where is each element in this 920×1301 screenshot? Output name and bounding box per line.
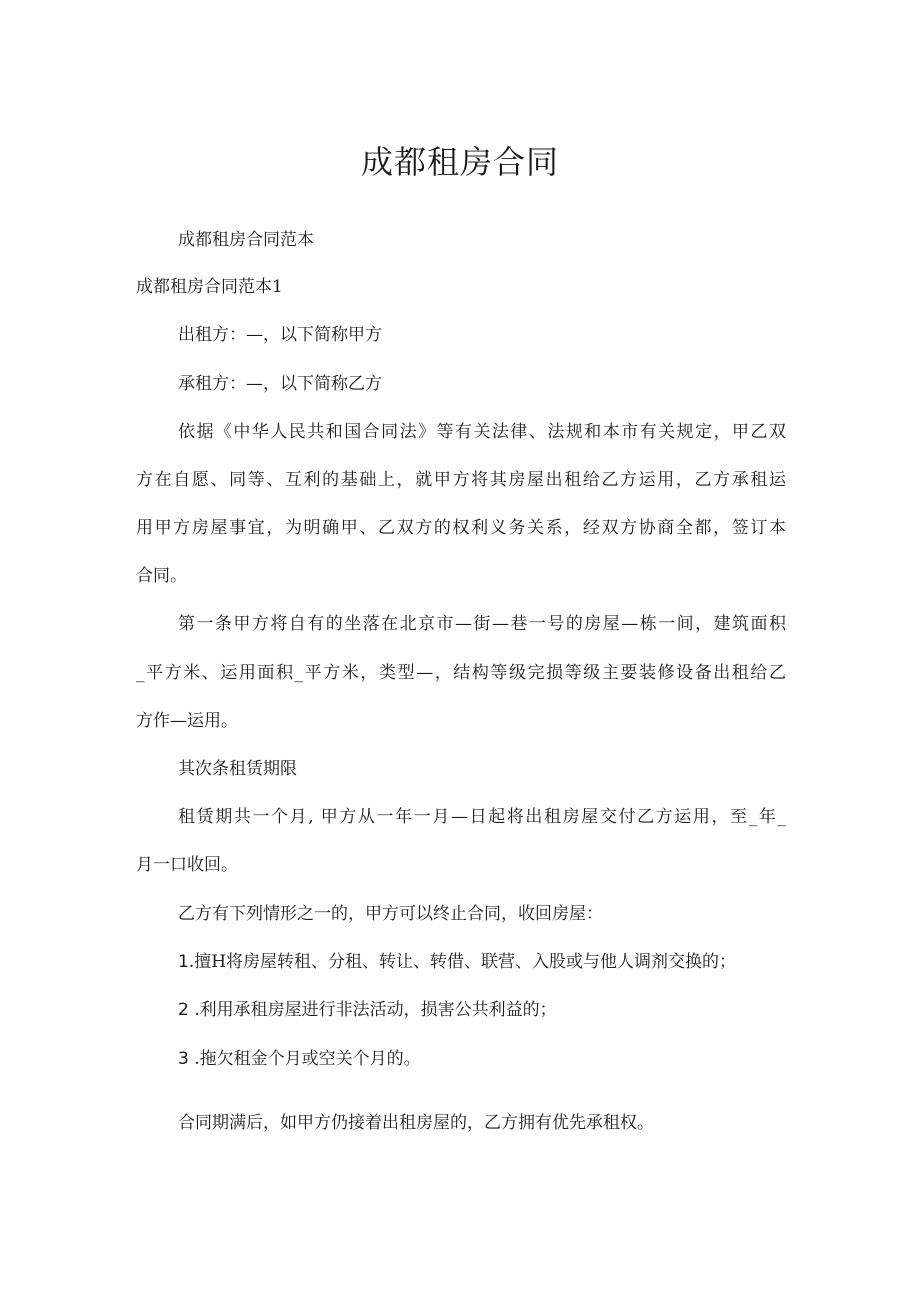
term-item: [178, 998, 557, 1022]
lessor-line: 出租方：—，以下简称甲方: [178, 325, 382, 345]
article1-line: 第一条甲方将自有的坐落在北京市—街—巷一号的房屋—栋一间，建筑面积: [178, 614, 786, 634]
term-number: 2: [178, 1000, 189, 1020]
term-text: .擅H将房屋转租、分租、转让、转借、联营、入股或与他人调剂交换的；: [188, 952, 737, 972]
termination-intro: 乙方有下列情形之一的，甲方可以终止合同，收回房屋：: [178, 904, 603, 924]
preamble-line: 用甲方房屋事宜，为明确甲、乙双方的权利义务关系，经双方协商全都，签订本: [136, 518, 786, 538]
preamble-line: 合同。: [136, 566, 187, 586]
article2-heading: 其次条租赁期限: [178, 759, 297, 779]
preamble-line: 方在自愿、同等、互利的基础上，就甲方将其房屋出租给乙方运用，乙方承租运: [136, 470, 786, 490]
article1-line: 方作—运用。: [136, 711, 238, 731]
preamble-line: 依据《中华人民共和国合同法》等有关法律、法规和本市有关规定，甲乙双: [178, 422, 786, 442]
renewal-clause: 合同期满后，如甲方仍接着出租房屋的，乙方拥有优先承租权。: [178, 1113, 654, 1133]
term-item: [178, 950, 736, 974]
lease-term-line: 租赁期共一个月, 甲方从一年一月—日起将出租房屋交付乙方运用，至_年_: [178, 807, 786, 827]
term-text: .利用承租房屋进行非法活动，损害公共利益的；: [188, 1000, 557, 1020]
term-text: .拖欠租金个月或空关个月的。: [188, 1049, 421, 1069]
lessee-line: 承租方：—，以下简称乙方: [178, 374, 382, 394]
section-heading: 成都租房合同范本1: [136, 277, 283, 297]
term-number: 3: [178, 1049, 189, 1069]
document-subtitle: 成都租房合同范本: [178, 230, 314, 250]
document-title: 成都租房合同: [360, 143, 559, 181]
lease-term-line: 月一口收回。: [136, 855, 238, 875]
term-item: [178, 1047, 421, 1071]
article1-line: _平方米、运用面积_平方米，类型—，结构等级完损等级主要装修设备出租给乙: [136, 663, 786, 683]
term-number: 1: [178, 952, 189, 972]
